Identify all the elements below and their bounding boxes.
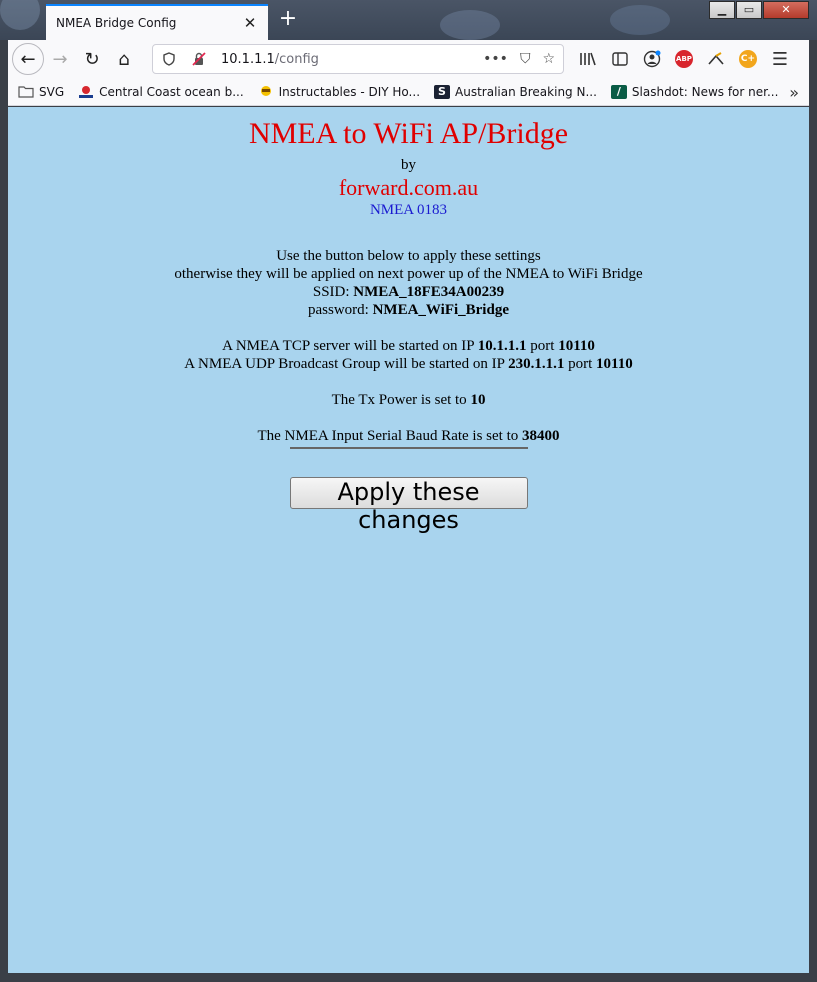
menu-icon[interactable]: ☰ (771, 48, 789, 70)
tcp-port-label: port (526, 338, 559, 354)
baud-rate-line (8, 427, 809, 445)
url-host: 10.1.1.1 (221, 51, 275, 67)
insecure-lock-icon[interactable] (191, 51, 207, 67)
toolbar-icons (576, 45, 792, 73)
ssid-value: NMEA_18FE34A00239 (353, 284, 505, 300)
wallpaper-blob (610, 5, 670, 35)
tx-power-prefix: The Tx Power is set to (331, 392, 471, 408)
site-link[interactable]: forward.com.au (338, 175, 479, 200)
close-tab-icon[interactable]: ✕ (243, 14, 257, 32)
folder-icon (18, 85, 34, 99)
wallpaper-blob (0, 0, 40, 30)
protocol-label: NMEA 0183 (369, 202, 448, 218)
bookmark-label: SVG (39, 84, 65, 99)
udp-prefix: A NMEA UDP Broadcast Group will be started on IP (184, 356, 509, 372)
window-bottom-frame (8, 973, 809, 982)
account-icon[interactable] (640, 45, 664, 73)
news-icon: S (434, 85, 450, 99)
tab-title: NMEA Bridge Config (56, 16, 177, 30)
baud-rate-prefix: The NMEA Input Serial Baud Rate is set to (257, 428, 523, 444)
bookmark-label: Australian Breaking N... (455, 84, 597, 99)
tx-power-line (8, 391, 809, 409)
divider (290, 447, 528, 449)
page-title: NMEA to WiFi AP/Bridge (248, 117, 569, 150)
password-line (8, 301, 809, 319)
shield-icon[interactable] (161, 51, 177, 67)
page-content (8, 107, 809, 973)
page-actions-icon[interactable]: ••• (483, 51, 508, 67)
intro-line-1: Use the button below to apply these settings (276, 248, 541, 264)
extension-icon[interactable] (704, 45, 728, 73)
tx-power-value: 10 (470, 392, 486, 408)
browser-tab[interactable] (46, 4, 268, 40)
home-button[interactable] (108, 43, 140, 75)
bookmark-australian-news[interactable] (434, 85, 597, 99)
slashdot-icon: / (611, 85, 627, 99)
wallpaper-blob (440, 10, 500, 40)
home-icon: ⌂ (118, 48, 130, 70)
apply-changes-button[interactable]: Apply these changes (290, 477, 528, 509)
bookmark-label: Central Coast ocean b... (99, 84, 244, 99)
ssid-label: SSID: (312, 284, 354, 300)
maximize-button[interactable]: ▭ (736, 1, 762, 19)
sidebar-icon[interactable] (608, 45, 632, 73)
title-bar (0, 0, 817, 40)
library-icon[interactable] (576, 45, 600, 73)
forward-button[interactable] (44, 43, 76, 75)
url-path: /config (274, 51, 319, 67)
adblock-plus-icon[interactable] (672, 45, 696, 73)
bookmark-slashdot[interactable] (611, 85, 779, 99)
udp-port-label: port (564, 356, 597, 372)
bookmark-instructables[interactable] (258, 85, 420, 99)
tcp-port: 10110 (558, 338, 595, 354)
by-line: by (401, 157, 416, 173)
bookmarks-toolbar (8, 78, 809, 106)
coin-extension-icon[interactable] (736, 45, 760, 73)
new-tab-button[interactable]: + (278, 6, 298, 31)
tcp-ip: 10.1.1.1 (477, 338, 527, 354)
address-bar[interactable] (152, 44, 564, 74)
instructables-icon (258, 85, 274, 99)
arrow-right-icon: → (52, 48, 68, 70)
adblock-plus-label: ABP (675, 50, 693, 68)
password-label: password: (308, 302, 373, 318)
bookmark-star-icon[interactable]: ☆ (542, 51, 555, 67)
bookmark-label: Instructables - DIY Ho... (278, 84, 421, 99)
bookmark-svg-folder[interactable] (18, 85, 64, 99)
coin-extension-label: C+ (739, 50, 757, 68)
bookmarks-overflow-icon[interactable]: » (789, 83, 799, 102)
tcp-prefix: A NMEA TCP server will be started on IP (222, 338, 478, 354)
minimize-button[interactable]: ▁ (709, 1, 735, 19)
password-value: NMEA_WiFi_Bridge (372, 302, 509, 318)
udp-port: 10110 (596, 356, 633, 372)
intro-line-2: otherwise they will be applied on next power up of the NMEA to WiFi Bridge (174, 266, 643, 282)
bookmark-central-coast[interactable] (78, 85, 244, 99)
tcp-line (8, 337, 809, 355)
back-button[interactable] (12, 43, 44, 75)
reload-button[interactable] (76, 43, 108, 75)
ssid-line (8, 283, 809, 301)
reload-icon: ↻ (84, 48, 100, 70)
bookmark-label: Slashdot: News for ner... (631, 84, 779, 99)
baud-rate-value: 38400 (522, 428, 560, 444)
close-window-button[interactable]: ✕ (763, 1, 809, 19)
window-controls (709, 1, 809, 19)
nsw-icon (78, 85, 94, 99)
navigation-toolbar (8, 40, 809, 78)
udp-line (8, 355, 809, 373)
pocket-icon[interactable]: ⛉ (519, 51, 531, 67)
arrow-left-icon: ← (20, 48, 36, 70)
udp-ip: 230.1.1.1 (508, 356, 565, 372)
